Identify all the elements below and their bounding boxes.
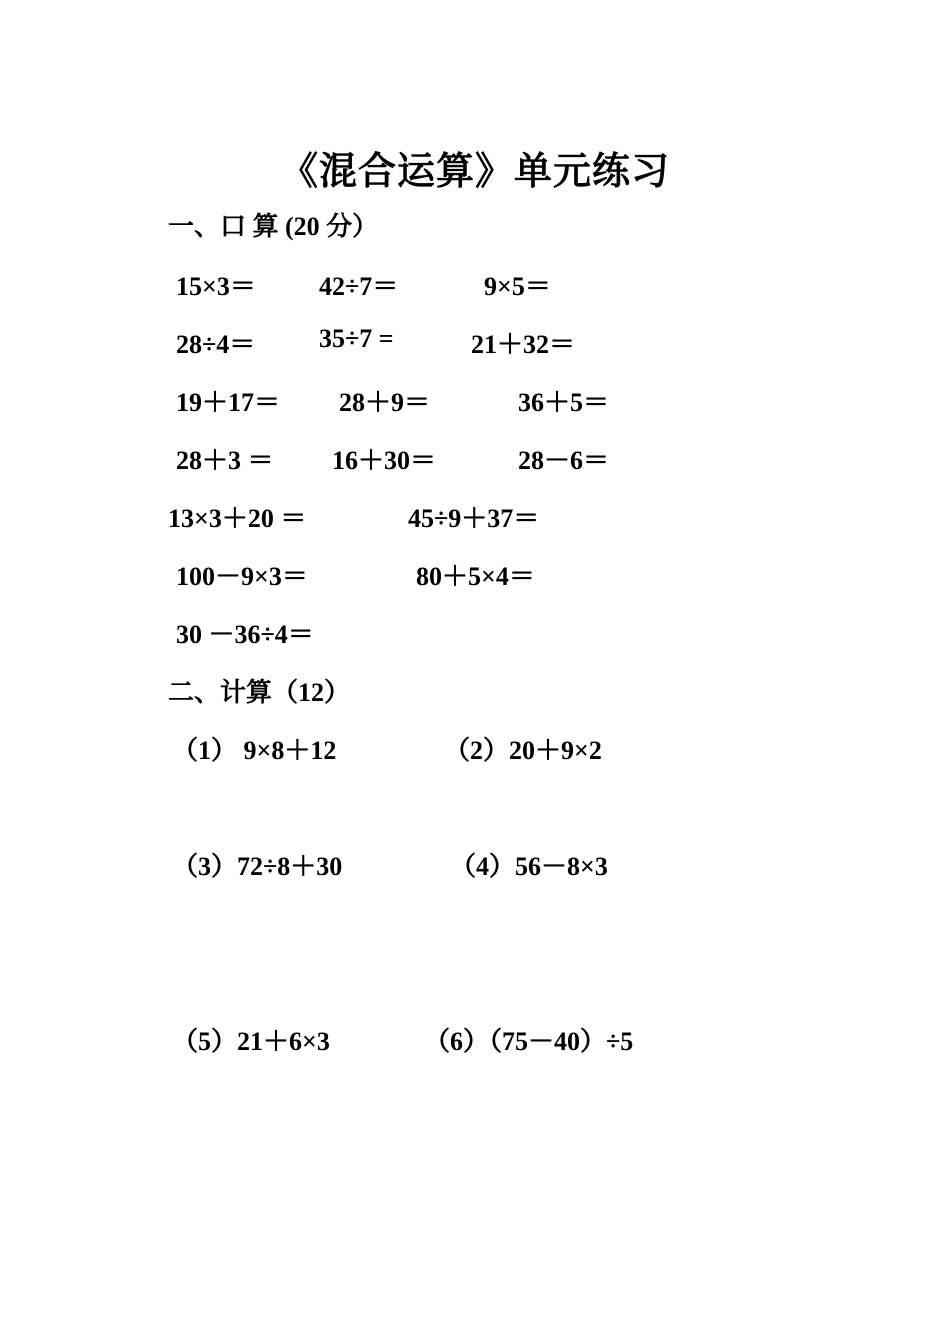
oral-problem: 21＋32＝ bbox=[471, 330, 576, 359]
oral-problem: 15×3＝ bbox=[176, 272, 256, 301]
oral-problem: 35÷7 = bbox=[319, 324, 394, 353]
oral-problem: 100－9×3＝ bbox=[176, 562, 308, 591]
oral-problem: 80＋5×4＝ bbox=[416, 562, 535, 591]
oral-problem: 36＋5＝ bbox=[518, 388, 610, 417]
oral-problem: 28＋9＝ bbox=[339, 388, 431, 417]
calc-problem: （3）72÷8＋30 bbox=[172, 852, 343, 881]
section-calc-heading: 二、计算（12） bbox=[168, 678, 351, 707]
oral-problem: 13×3＋20 ＝ bbox=[168, 504, 307, 533]
oral-problem: 30 －36÷4＝ bbox=[176, 620, 314, 649]
page-title: 《混合运算》单元练习 bbox=[279, 151, 670, 193]
section-oral-heading: 一、口 算 (20 分） bbox=[168, 212, 379, 241]
oral-problem: 45÷9＋37＝ bbox=[408, 504, 540, 533]
oral-problem: 9×5＝ bbox=[484, 272, 551, 301]
calc-problem: （2）20＋9×2 bbox=[444, 736, 602, 765]
oral-problem: 28＋3 ＝ bbox=[176, 446, 274, 475]
calc-problem: （6）（75－40）÷5 bbox=[424, 1027, 634, 1056]
oral-problem: 19＋17＝ bbox=[176, 388, 281, 417]
calc-problem: （1） 9×8＋12 bbox=[172, 736, 337, 765]
oral-problem: 28÷4＝ bbox=[176, 330, 256, 359]
oral-problem: 28－6＝ bbox=[518, 446, 610, 475]
calc-problem: （5）21＋6×3 bbox=[172, 1027, 330, 1056]
oral-problem: 42÷7＝ bbox=[319, 272, 399, 301]
oral-problem: 16＋30＝ bbox=[332, 446, 437, 475]
calc-problem: （4）56－8×3 bbox=[450, 852, 608, 881]
